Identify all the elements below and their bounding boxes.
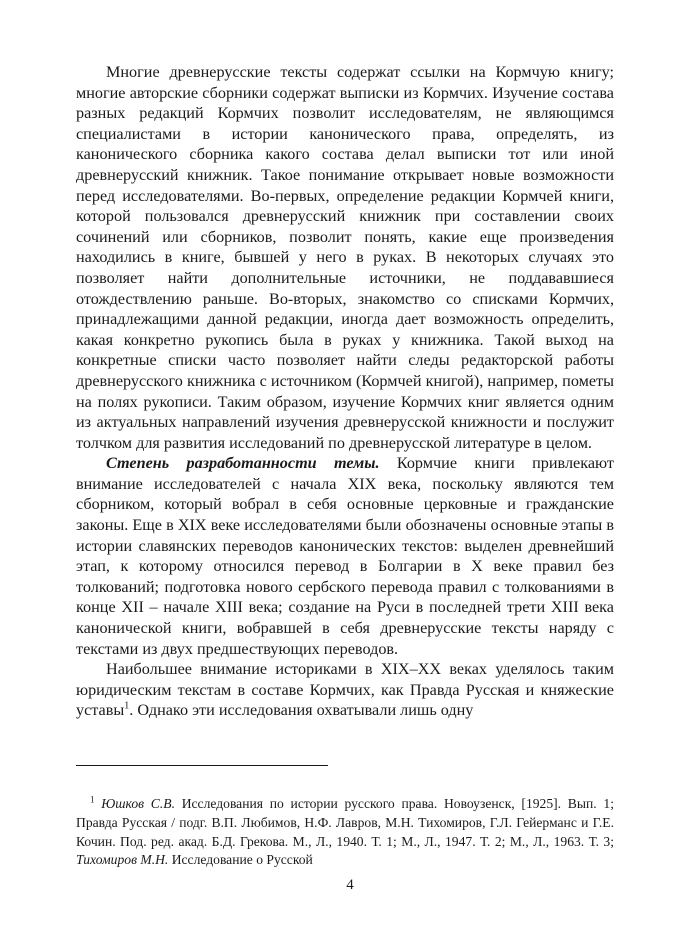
footnote-marker: 1 [90, 794, 95, 805]
footnote-separator [76, 765, 328, 766]
footnote-author: Тихомиров М.Н. [76, 852, 169, 868]
paragraph-historiography [76, 659, 614, 721]
main-text [76, 62, 614, 721]
footnote-text: Исследование о Русской [168, 852, 313, 868]
paragraph-research-state [76, 453, 614, 659]
paragraph-text: Кормчие книги привлекают внимание исследователей с начала XIX века, поскольку являются тем сборником, который вобрал в себя основные церковные и гражданские законы. Еще в XIX веке исследователями были обозначены основные этапы в истории славянских переводов канонических текстов: выделен древнейший этап, к которому относился перевод в Болгарии в X веке правил без толкований; подготовка нового сербского перевода правил с толкованиями в конце XII – начале XIII века; создание на Руси в последней трети XIII века канонической книги, вобравшей в себя древнерусские тексты наряду с текстами из двух предшествующих переводов. [76, 454, 614, 658]
footnote [76, 795, 614, 870]
paragraph-text: Наибольшее внимание историками в XIX–XX веках уделялось таким юридическим текстам в составе Кормчих, как Правда Русская и княжеские уставы [76, 660, 614, 720]
paragraph-relevance [76, 62, 614, 453]
section-lead-in: Степень разработанности темы. [106, 454, 380, 473]
paragraph-text-continued: . Однако эти исследования охватывали лишь одну [129, 701, 474, 720]
paragraph-text: Многие древнерусские тексты содержат ссылки на Кормчую книгу; многие авторские сборники содержат выписки из Кормчих. Изучение состава разных редакций Кормчих позволит исследователям, не являющимся специалистами в истории канонического права, определять, из канонического сборника какого состава делал выписки тот или иной древнерусский книжник. Такое понимание открывает новые возможности перед исследователями. Во-первых, определение редакции Кормчей книги, которой пользовался древнерусский книжник при составлении своих сочинений или сборников, позволит понять, какие еще произведения находились в книге, бывшей у него в руках. В некоторых случаях это позволяет найти дополнительные источники, не поддававшиеся отождествлению раньше. Во-вторых, знакомство со списками Кормчих, принадлежащими данной редакции, иногда дает возможность определить, какая конкретно рукопись была в руках у книжника. Такой выход на конкретные списки часто позволяет найти следы редакторской работы древнерусского книжника с источником (Кормчей книгой), например, пометы на полях рукописи. Таким образом, изучение Кормчих книг является одним из актуальных направлений изучения древнерусской книжности и послужит толчком для развития исследований по древнерусской литературе в целом. [76, 63, 614, 452]
footnote-author: Юшков С.В. [101, 796, 175, 811]
footnote-text: Исследования по истории русского права. Новоузенск, [1925]. Вып. 1; Правда Русская / подг. В.П. Любимов, Н.Ф. Лавров, М.Н. Тихомиров, Г.Л. Гейерманс и Г.Е. Кочин. Под. ред. акад. Б.Д. Грекова. М., Л., 1940. Т. 1; М., Л., 1947. Т. 2; М., Л., 1963. Т. 3; [76, 796, 614, 849]
page-number: 4 [346, 877, 354, 893]
footnote-reference[interactable]: 1 [124, 701, 130, 713]
